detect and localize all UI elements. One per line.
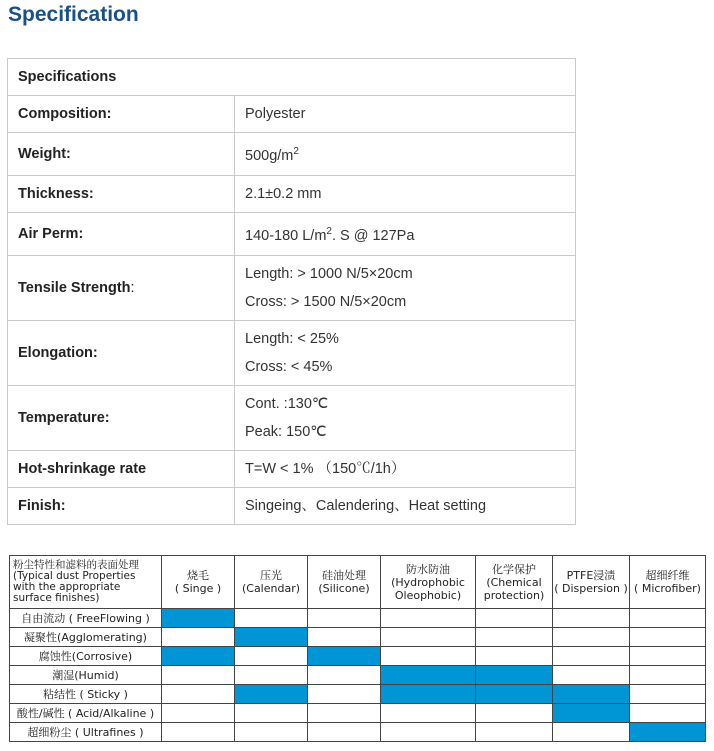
spec-value-text: Length: > 1000 N/5×20cm xyxy=(245,266,413,282)
spec-row xyxy=(8,321,576,386)
matrix-cell-empty xyxy=(476,609,553,628)
matrix-row xyxy=(10,666,706,685)
spec-value xyxy=(235,451,576,488)
spec-label-text: Thickness: xyxy=(18,186,94,202)
spec-label xyxy=(8,451,235,488)
finish-matrix-table xyxy=(9,555,706,742)
spec-value-line xyxy=(245,455,565,483)
column-label-en: (Hydrophobic Oleophobic) xyxy=(391,575,465,602)
matrix-cell-empty xyxy=(381,628,476,647)
matrix-cell-filled xyxy=(162,609,235,628)
matrix-cell-empty xyxy=(476,628,553,647)
matrix-column-header xyxy=(162,556,235,609)
matrix-cell-empty xyxy=(381,609,476,628)
matrix-cell-empty xyxy=(235,666,308,685)
matrix-cell-empty xyxy=(235,704,308,723)
matrix-row xyxy=(10,628,706,647)
spec-label-text: Temperature: xyxy=(18,410,110,426)
spec-row xyxy=(8,451,576,488)
spec-label xyxy=(8,386,235,451)
matrix-row xyxy=(10,704,706,723)
spec-value xyxy=(235,321,576,386)
matrix-row-label: 酸性/碱性 ( Acid/Alkaline ) xyxy=(10,704,162,723)
spec-row xyxy=(8,386,576,451)
spec-value-line xyxy=(245,325,565,353)
spec-label-text: Composition: xyxy=(18,106,112,122)
matrix-cell-empty xyxy=(162,685,235,704)
matrix-cell-empty xyxy=(162,723,235,742)
spec-value-text: Cross: > 1500 N/5×20cm xyxy=(245,294,407,310)
spec-value-line xyxy=(245,100,565,128)
spec-value-line xyxy=(245,218,565,250)
spec-value-line xyxy=(245,180,565,208)
matrix-row-label: 超细粉尘 ( Ultrafines ) xyxy=(10,723,162,742)
matrix-column-header xyxy=(553,556,630,609)
spec-value-line xyxy=(245,390,565,418)
spec-label xyxy=(8,321,235,386)
spec-value xyxy=(235,176,576,213)
spec-label-text: Weight: xyxy=(18,146,71,162)
matrix-column-header xyxy=(630,556,706,609)
spec-label-text: Finish: xyxy=(18,498,66,514)
matrix-cell-empty xyxy=(308,685,381,704)
matrix-row-label: 潮湿(Humid) xyxy=(10,666,162,685)
spec-value-line xyxy=(245,260,565,288)
column-label-cn: 压光 xyxy=(260,569,282,582)
spec-label-text: Tensile Strength xyxy=(18,280,131,296)
spec-label xyxy=(8,96,235,133)
spec-row xyxy=(8,256,576,321)
matrix-cell-empty xyxy=(553,647,630,666)
spec-row xyxy=(8,176,576,213)
matrix-cell-empty xyxy=(235,723,308,742)
column-label-en: ( Singe ) xyxy=(174,582,222,595)
matrix-cell-filled xyxy=(553,704,630,723)
matrix-cell-empty xyxy=(476,723,553,742)
matrix-cell-filled xyxy=(381,685,476,704)
matrix-cell-empty xyxy=(235,609,308,628)
spec-value xyxy=(235,488,576,525)
spec-label xyxy=(8,256,235,321)
matrix-cell-empty xyxy=(553,723,630,742)
matrix-cell-empty xyxy=(235,647,308,666)
column-label-cn: 超细纤维 xyxy=(645,569,690,582)
spec-row xyxy=(8,133,576,176)
column-label-cn: PTFE浸渍 xyxy=(566,569,616,582)
matrix-row-label: 粘结性 ( Sticky ) xyxy=(10,685,162,704)
spec-header: Specifications xyxy=(8,59,576,96)
matrix-cell-filled xyxy=(308,647,381,666)
spec-row xyxy=(8,96,576,133)
column-label-cn: 硅油处理 xyxy=(322,569,366,582)
matrix-row xyxy=(10,609,706,628)
matrix-cell-empty xyxy=(630,704,706,723)
matrix-row xyxy=(10,647,706,666)
spec-value-text: Cross: < 45% xyxy=(245,359,333,375)
column-label-en: (Calendar) xyxy=(241,582,301,595)
matrix-cell-empty xyxy=(308,723,381,742)
matrix-row-label: 凝聚性(Agglomerating) xyxy=(10,628,162,647)
matrix-cell-empty xyxy=(381,647,476,666)
matrix-column-header xyxy=(476,556,553,609)
air-perm-value: 140-180 L/m xyxy=(245,227,327,244)
matrix-cell-empty xyxy=(476,704,553,723)
matrix-row-label: 自由流动 ( FreeFlowing ) xyxy=(10,609,162,628)
matrix-cell-filled xyxy=(235,685,308,704)
matrix-cell-empty xyxy=(630,628,706,647)
spec-value-text: T=W < 1% （150℃/1h） xyxy=(245,461,406,477)
matrix-cell-empty xyxy=(630,685,706,704)
spec-label xyxy=(8,133,235,176)
air-perm-unit: . S @ 127Pa xyxy=(331,227,415,244)
matrix-cell-empty xyxy=(553,609,630,628)
spec-value-line xyxy=(245,288,565,316)
column-label-en: ( Microfiber) xyxy=(634,582,701,595)
matrix-cell-empty xyxy=(553,628,630,647)
spec-header-row xyxy=(8,59,576,96)
matrix-cell-empty xyxy=(630,647,706,666)
matrix-header-row xyxy=(10,556,706,609)
page-title: Specification xyxy=(8,3,139,26)
matrix-cell-empty xyxy=(381,704,476,723)
spec-value-text: Cont. :130℃ xyxy=(245,396,329,412)
matrix-cell-filled xyxy=(476,685,553,704)
spec-value xyxy=(235,133,576,176)
spec-row xyxy=(8,488,576,525)
spec-row xyxy=(8,213,576,256)
matrix-cell-empty xyxy=(162,666,235,685)
matrix-cell-filled xyxy=(476,666,553,685)
spec-value-text: Singeing、Calendering、Heat setting xyxy=(245,498,487,514)
matrix-cell-filled xyxy=(162,647,235,666)
column-label-cn: 防水防油 xyxy=(406,562,450,576)
column-label-en: (Silicone) xyxy=(318,582,370,595)
matrix-column-header xyxy=(235,556,308,609)
column-label-en: (Chemical protection) xyxy=(483,575,545,602)
spec-value xyxy=(235,386,576,451)
air-perm-exponent: 2 xyxy=(326,226,332,238)
column-label-cn: 烧毛 xyxy=(187,569,209,582)
column-label-en: ( Dispersion ) xyxy=(554,582,628,595)
spec-label-text: Elongation: xyxy=(18,345,98,361)
matrix-cell-empty xyxy=(308,628,381,647)
matrix-cell-empty xyxy=(553,666,630,685)
spec-label-suffix: : xyxy=(130,280,135,296)
matrix-row xyxy=(10,685,706,704)
matrix-cell-empty xyxy=(162,704,235,723)
matrix-row xyxy=(10,723,706,742)
matrix-row-label: 腐蚀性(Corrosive) xyxy=(10,647,162,666)
matrix-column-header xyxy=(308,556,381,609)
matrix-cell-filled xyxy=(630,723,706,742)
matrix-column-header xyxy=(381,556,476,609)
spec-label xyxy=(8,213,235,256)
spec-value-exponent: 2 xyxy=(293,146,299,158)
matrix-cell-empty xyxy=(630,666,706,685)
spec-value-text: Peak: 150℃ xyxy=(245,424,327,440)
matrix-cell-filled xyxy=(553,685,630,704)
column-label-cn: 化学保护 xyxy=(492,562,536,576)
spec-label-text: Air Perm: xyxy=(18,226,84,242)
matrix-cell-empty xyxy=(308,704,381,723)
matrix-cell-filled xyxy=(381,666,476,685)
matrix-cell-empty xyxy=(381,723,476,742)
spec-value-line xyxy=(245,138,565,170)
spec-value xyxy=(235,256,576,321)
spec-value-line xyxy=(245,353,565,381)
matrix-cell-empty xyxy=(308,609,381,628)
matrix-cell-empty xyxy=(630,609,706,628)
spec-label xyxy=(8,176,235,213)
specification-table xyxy=(7,58,576,525)
spec-value-text: 2.1±0.2 mm xyxy=(245,186,322,202)
spec-label xyxy=(8,488,235,525)
matrix-cell-empty xyxy=(162,628,235,647)
spec-value-text: Polyester xyxy=(245,106,306,122)
spec-label-text: Hot-shrinkage rate xyxy=(18,461,147,477)
spec-value-line xyxy=(245,492,565,520)
matrix-cell-empty xyxy=(308,666,381,685)
spec-value-line xyxy=(245,418,565,446)
spec-value-text: Length: < 25% xyxy=(245,331,339,347)
matrix-corner-label: 粉尘特性和滤料的表面处理 (Typical dust Properties with the appropriate surface finishes) xyxy=(10,556,162,609)
spec-value xyxy=(235,96,576,133)
spec-value xyxy=(235,213,576,256)
matrix-cell-empty xyxy=(476,647,553,666)
matrix-cell-filled xyxy=(235,628,308,647)
spec-value-text: 500g/m xyxy=(245,147,294,164)
